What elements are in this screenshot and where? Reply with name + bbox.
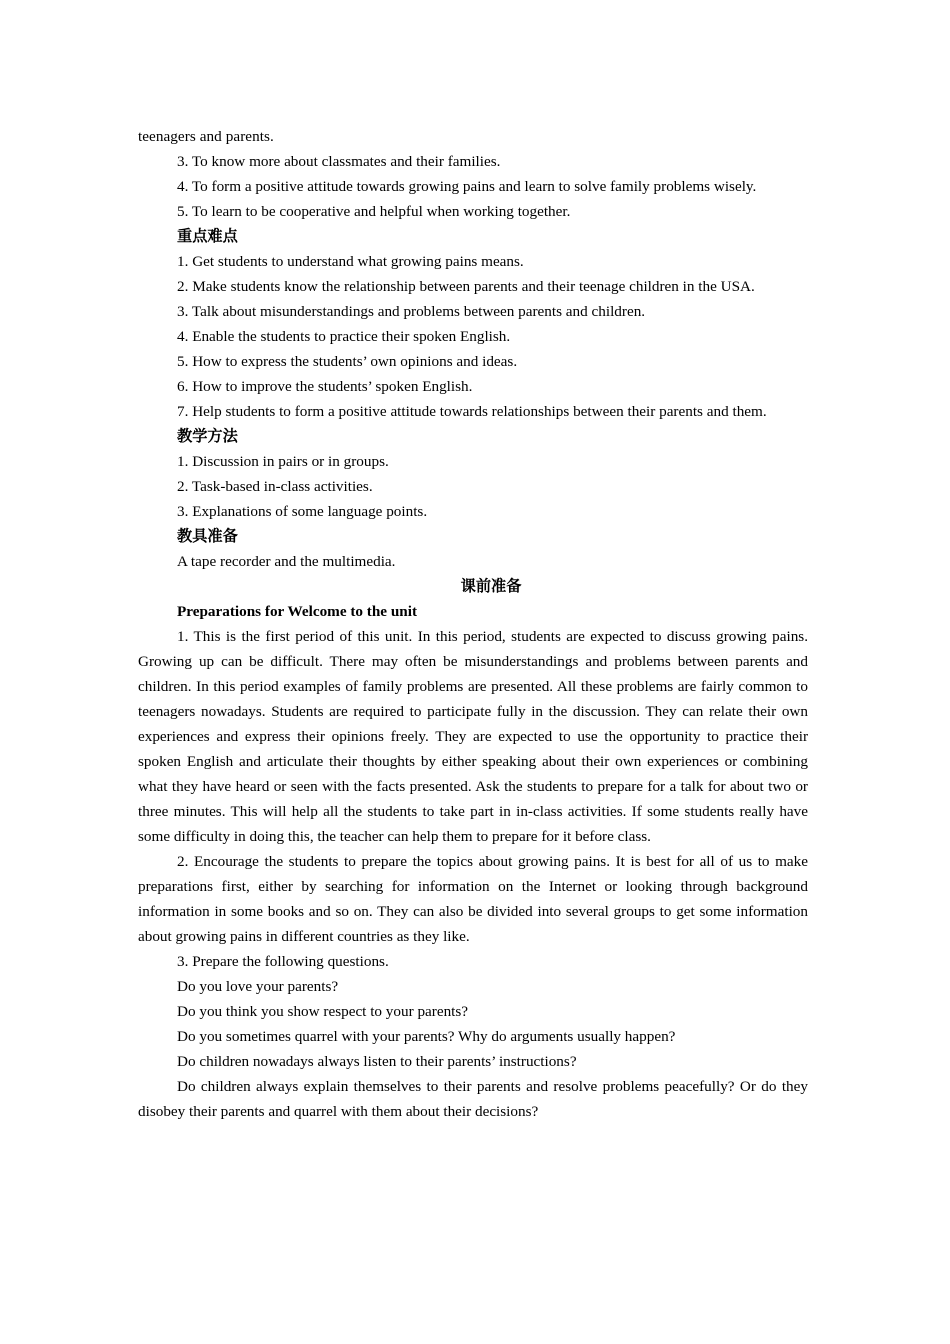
question-item-5: Do children always explain themselves to their parents and resolve problems peacefully? Or do they disobey their parents and quarrel with them about their decisions? [138,1078,808,1120]
heading-key-points: 重点难点 [177,228,238,245]
question-item-2: Do you think you show respect to your parents? [177,1003,469,1020]
objective-item-4: 4. To form a positive attitude towards growing pains and learn to solve family problems wisely. [177,178,757,195]
key-point-item-7: 7. Help students to form a positive attitude towards relationships between their parents and them. [177,403,767,420]
key-point-item-6: 6. How to improve the students’ spoken English. [177,378,473,395]
question-item-3: Do you sometimes quarrel with your parents? Why do arguments usually happen? [177,1028,676,1045]
key-point-item-5: 5. How to express the students’ own opinions and ideas. [177,353,518,370]
preparation-item-3: 3. Prepare the following questions. [177,953,389,970]
page-content [138,124,808,1124]
objective-item-5: 5. To learn to be cooperative and helpful when working together. [177,203,571,220]
heading-teaching-aids: 教具准备 [177,528,238,545]
preparation-item-2: 2. Encourage the students to prepare the topics about growing pains. It is best for all of us to make preparations first, either by searching for information on the Internet or looking through background information in some books and so on. They can also be divided into several groups to get some information about growing pains in different countries as they like. [138,853,808,945]
heading-preparation-centered: 课前准备 [460,578,522,595]
teaching-method-item-1: 1. Discussion in pairs or in groups. [177,453,389,470]
key-point-item-1: 1. Get students to understand what growing pains means. [177,253,524,270]
key-point-item-2: 2. Make students know the relationship between parents and their teenage children in the USA. [177,278,755,295]
preparation-item-1: 1. This is the first period of this unit. In this period, students are expected to discuss growing pains. Growing up can be difficult. There may often be misunderstandings and problems between parents and children. In this period examples of family problems are presented. All these problems are fairly common to teenagers nowadays. Students are required to participate fully in the discussion. They can relate their own experiences and express their opinions freely. They are expected to use the opportunity to practice their spoken English and articulate their thoughts by either speaking about their own experiences or combining what they have heard or seen with the facts presented. Ask the students to prepare for a talk for about two or three minutes. This will help all the students to take part in in-class activities. If some students really have some difficulty in doing this, the teacher can help them to prepare for it before class. [138,628,808,845]
question-item-4: Do children nowadays always listen to their parents’ instructions? [177,1053,577,1070]
key-point-item-3: 3. Talk about misunderstandings and problems between parents and children. [177,303,646,320]
heading-teaching-methods: 教学方法 [177,428,238,445]
teaching-method-item-3: 3. Explanations of some language points. [177,503,428,520]
key-point-item-4: 4. Enable the students to practice their spoken English. [177,328,511,345]
continuation-line: teenagers and parents. [138,128,274,145]
question-item-1: Do you love your parents? [177,978,339,995]
teaching-method-item-2: 2. Task-based in-class activities. [177,478,373,495]
teaching-aids-text: A tape recorder and the multimedia. [177,553,396,570]
subheading-preparations: Preparations for Welcome to the unit [177,603,418,620]
objective-item-3: 3. To know more about classmates and their families. [177,153,501,170]
